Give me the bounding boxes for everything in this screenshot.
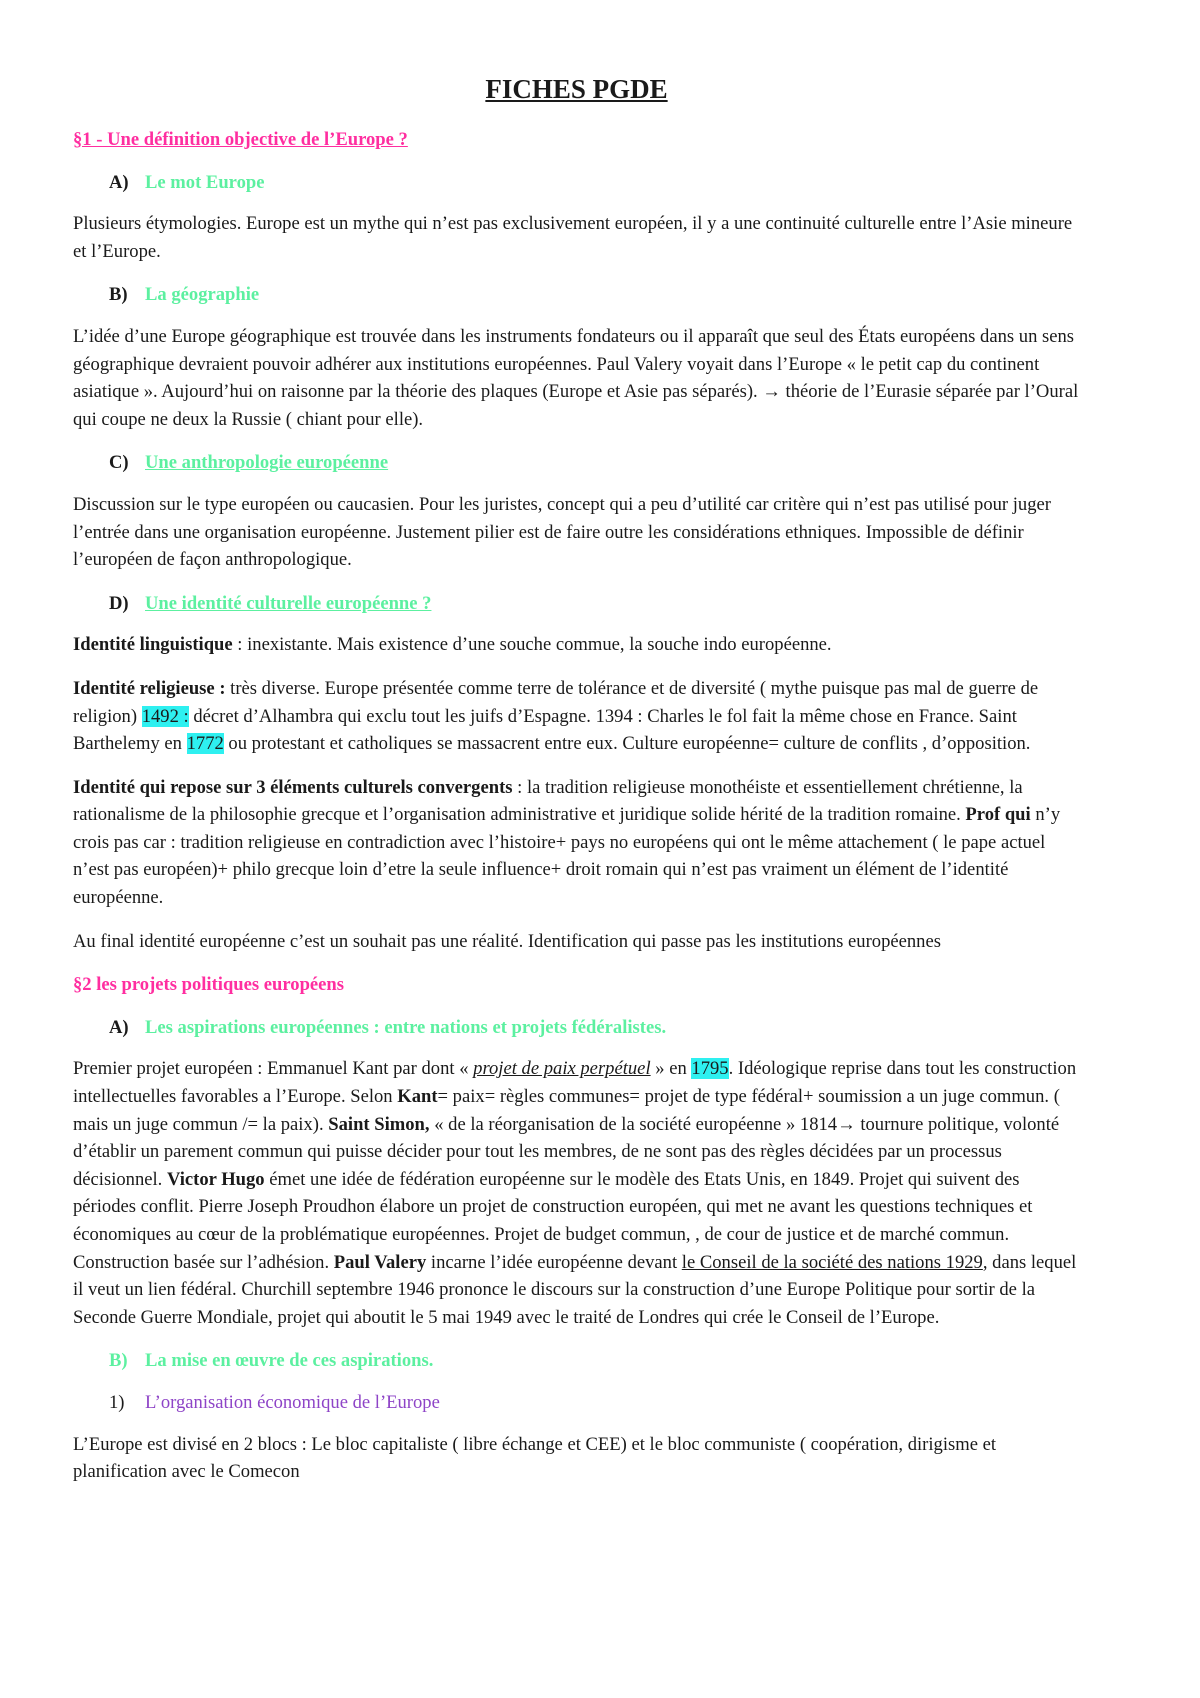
subsection-label: Une anthropologie européenne [145, 452, 389, 474]
bold-term: Saint Simon, [328, 1113, 430, 1135]
paragraph-text: émet une idée de fédération européenne sur le modèle des Etats Unis, en 1849. Projet qui suivent des périodes conflit. Pierre Joseph Proudhon élabore un projet de construction européen, qui met ne avant les questions techniques et économiques au cœur de la problématique européennes. Projet de budget commun, , de cour de justice et de marché commun. Construction basée sur l’adhésion. [73, 1168, 1033, 1273]
italic-title: projet de paix perpétuel [473, 1058, 651, 1080]
subsection-2b-heading [109, 1347, 1080, 1375]
highlighted-date: 1492 : [141, 705, 189, 727]
subsection-1b-heading [109, 281, 1080, 309]
subsection-letter: B) [109, 1350, 128, 1372]
subsection-label: Une identité culturelle européenne ? [145, 592, 432, 614]
paragraph-text: incarne l’idée européenne devant [426, 1251, 682, 1273]
document-title: FICHES PGDE [485, 74, 668, 104]
paragraph-text: décret d’Alhambra qui exclu tout les juifs d’Espagne. 1394 : Charles le fol fait la même chose en France. Saint Barthelemy en [73, 705, 1017, 755]
subsection-letter: D) [109, 592, 129, 614]
paragraph-text: « de la réorganisation de la société européenne » 1814→ tournure politique, volonté d’établir un parement commun qui puisse décider pour tout les membres, de ne sont pas des règles décidées par un processus décisionnel. [73, 1113, 1060, 1190]
paragraph-text: : la tradition religieuse monothéiste et essentiellement chrétienne, la rationalisme de la philosophie grecque et l’organisation administrative et juridique solide hérité de la tradition romaine. [73, 776, 1023, 826]
subsection-label: La mise en œuvre de ces aspirations. [145, 1350, 434, 1372]
subsection-1c-heading [109, 449, 1080, 477]
bold-term: Kant [397, 1086, 438, 1108]
bold-term: Victor Hugo [166, 1168, 265, 1190]
subsection-number: 1) [109, 1391, 125, 1413]
paragraph-text: Premier projet européen : Emmanuel Kant par dont « [73, 1058, 474, 1080]
paragraph-text: n’y crois pas car : tradition religieuse en contradiction avec l’histoire+ pays no européens qui ont le même attachement ( le pape actuel n’est pas européen)+ philo grecque loin d’etre la seule influence+ droit romain qui n’est pas vraiment un élément de l’identité européenne. [73, 804, 1061, 909]
subsection-letter: A) [109, 171, 129, 193]
highlighted-date: 1772 [186, 733, 224, 755]
subsection-1a-heading [109, 169, 1080, 197]
paragraph-aspirations [73, 1055, 1080, 1331]
bold-term: Identité qui repose sur 3 éléments culturels convergents [73, 776, 513, 798]
subsection-label: L’organisation économique de l’Europe [145, 1391, 440, 1413]
subsection-2b1-heading [109, 1389, 1080, 1417]
section-2-heading: §2 les projets politiques européens [73, 974, 344, 996]
section-1-heading: §1 - Une définition objective de l’Europe ? [73, 129, 408, 150]
paragraph-conclusion: Au final identité européenne c’est un souhait pas une réalité. Identification qui passe pas les institutions européennes [73, 930, 941, 952]
paragraph-identite-religieuse [73, 675, 1080, 758]
paragraph-text: . Idéologique reprise dans tout les construction intellectuelles favorables a l’Europe. Selon [73, 1058, 1077, 1108]
paragraph-anthropologie: Discussion sur le type européen ou caucasien. Pour les juristes, concept qui a peu d’utilité car critère qui n’est pas utilisé pour juger l’entrée dans une organisation européenne. Justement pilier est de faire outre les considérations ethniques. Impossible de définir l’européen de façon anthropologique. [73, 493, 1051, 571]
subsection-label: La géographie [145, 284, 260, 306]
paragraph-text: » en [650, 1058, 692, 1080]
subsection-label: Le mot Europe [145, 171, 265, 193]
bold-term: Paul Valery [333, 1251, 427, 1273]
paragraph-text: , dans lequel il veut un lien fédéral. Churchill septembre 1946 prononce le discours sur la construction d’une Europe Politique pour sortir de la Seconde Guerre Mondiale, projet qui aboutit le 5 mai 1949 avec le traité de Londres qui crée le Conseil de l’Europe. [73, 1251, 1077, 1328]
subsection-letter: B) [109, 284, 128, 306]
paragraph-mot-europe: Plusieurs étymologies. Europe est un mythe qui n’est pas exclusivement européen, il y a une continuité culturelle entre l’Asie mineure et l’Europe. [73, 213, 1073, 262]
paragraph-organisation-economique: L’Europe est divisé en 2 blocs : Le bloc capitaliste ( libre échange et CEE) et le bloc communiste ( coopération, dirigisme et planification avec le Comecon [73, 1433, 997, 1483]
subsection-1d-heading [109, 590, 1080, 618]
bold-term: Prof qui [965, 804, 1031, 826]
paragraph-text: très diverse. Europe présentée comme terre de tolérance et de diversité ( mythe puisque pas mal de guerre de religion) [73, 677, 1039, 727]
highlighted-date: 1795 [691, 1058, 729, 1080]
subsection-letter: A) [109, 1016, 129, 1038]
paragraph-trois-elements [73, 774, 1080, 912]
paragraph-identite-linguistique [73, 631, 1080, 659]
subsection-letter: C) [109, 452, 129, 474]
paragraph-geographie: L’idée d’une Europe géographique est trouvée dans les instruments fondateurs ou il apparaît que seul des États européens dans un sens géographique devraient pouvoir adhérer aux institutions européennes. Paul Valery voyait dans l’Europe « le petit cap du continent asiatique ». Aujourd’hui on raisonne par la théorie des plaques (Europe et Asie pas séparés). → théorie de l’Eurasie séparée par l’Oural qui coupe ne deux la Russie ( chiant pour elle). [73, 325, 1079, 430]
paragraph-text: : inexistante. Mais existence d’une souche commue, la souche indo européenne. [232, 634, 832, 656]
underlined-text: le Conseil de la société des nations 1929 [681, 1251, 983, 1273]
paragraph-text: ou protestant et catholiques se massacrent entre eux. Culture européenne= culture de conflits , d’opposition. [223, 733, 1031, 755]
bold-term: Identité linguistique [73, 634, 233, 656]
paragraph-text: = paix= règles communes= projet de type fédéral+ soumission a un juge commun. ( mais un juge commun /= la paix). [73, 1086, 1060, 1135]
subsection-2a-heading [109, 1014, 1080, 1042]
subsection-label: Les aspirations européennes : entre nations et projets fédéralistes. [145, 1016, 667, 1038]
bold-term: Identité religieuse : [73, 677, 226, 699]
